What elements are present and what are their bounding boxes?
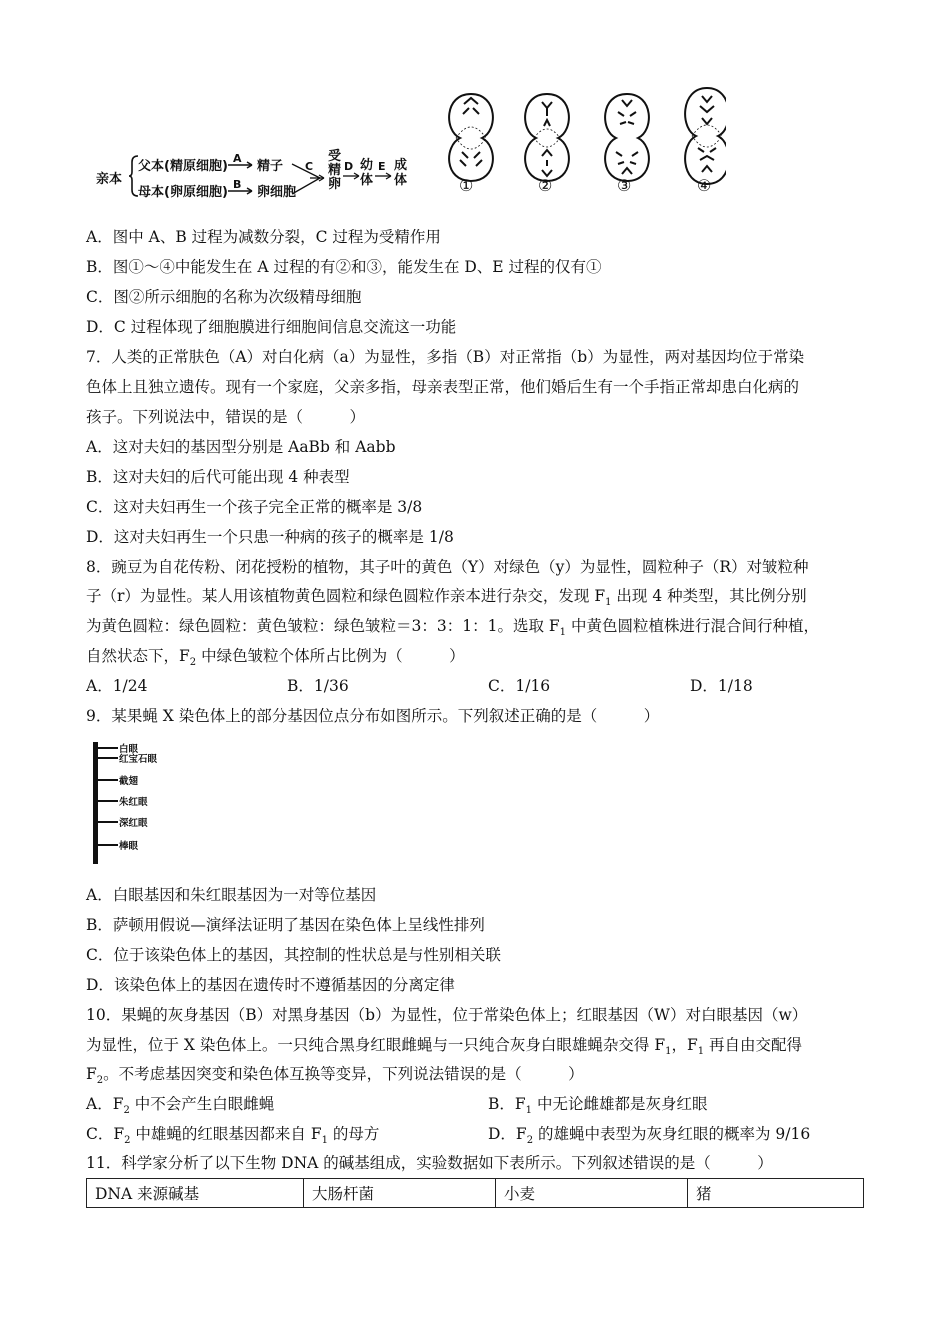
- q6-option-d: D．C 过程体现了细胞膜进行细胞间信息交流这一功能: [86, 318, 457, 336]
- q10-text: 的母方: [328, 1125, 380, 1143]
- subscript: 1: [525, 1105, 533, 1117]
- q7-option-a: A．这对夫妇的基因型分别是 AaBb 和 Aabb: [86, 438, 396, 456]
- q7-option-d: D．这对夫妇再生一个只患一种病的孩子的概率是 1/8: [86, 528, 454, 546]
- zygote-char-3: 卵: [328, 177, 342, 192]
- q6-option-c: C．图②所示细胞的名称为次级精母细胞: [86, 288, 362, 306]
- gene-label-ruby-eye: 红宝石眼: [119, 754, 158, 765]
- q10-option-b: [488, 1094, 708, 1117]
- adult-char-2: 体: [394, 173, 408, 188]
- q6-option-b: B．图①～④中能发生在 A 过程的有②和③，能发生在 D、E 过程的仅有①: [86, 258, 602, 276]
- table-header-cell: 猪: [688, 1179, 864, 1208]
- subscript: 1: [321, 1135, 328, 1147]
- q10-text: 为显性，位于 X 染色体上。一只纯合黑身红眼雌蝇与一只纯合灰身白眼雄蝇杂交得 F: [86, 1036, 666, 1054]
- q10-text: C．F: [86, 1125, 125, 1143]
- cell-1-figure: [449, 94, 493, 181]
- cell-1-label: ①: [459, 176, 474, 195]
- q7-stem-line2: 色体上且独立遗传。现有一个家庭，父亲多指，母亲表型正常，他们婚后生有一个手指正常却患白化病的: [86, 378, 800, 396]
- subscript: 2: [96, 1075, 104, 1087]
- gene-label-cut-wing: 截翅: [119, 776, 139, 787]
- q10-text: ，F: [671, 1036, 698, 1054]
- gene-label-bar-eye: 棒眼: [119, 841, 139, 852]
- q8-stem-line1: 8．豌豆为自花传粉、闭花授粉的植物，其子叶的黄色（Y）对绿色（y）为显性，圆粒种子（R）对皱粒种: [86, 558, 809, 576]
- adult-char-1: 成: [394, 158, 408, 173]
- zygote-label: [328, 150, 342, 192]
- table-header-cell: 小麦: [496, 1179, 688, 1208]
- gene-tick: [98, 821, 118, 823]
- q10-text: 中无论雌雄都是灰身红眼: [532, 1095, 708, 1113]
- parent-label: 亲本: [96, 172, 123, 187]
- gene-tick: [98, 779, 118, 781]
- q8-text: 中绿色皱粒个体所占比例为（ ）: [196, 647, 465, 665]
- q8-option-b: B．1/36: [287, 677, 349, 695]
- gene-label-vermilion-eye: 朱红眼: [119, 797, 148, 808]
- q10-text: 的雄蝇中表型为灰身红眼的概率为 9/16: [533, 1125, 811, 1143]
- q10-text: 中雄蝇的红眼基因都来自 F: [130, 1125, 322, 1143]
- cell-division-figures: [436, 86, 726, 198]
- subscript: 2: [123, 1105, 130, 1117]
- table-header-row: [87, 1179, 864, 1208]
- cell-2-label: ②: [538, 176, 553, 195]
- q10-option-d: [488, 1124, 811, 1147]
- process-a-label: A: [233, 152, 242, 165]
- q7-option-b: B．这对夫妇的后代可能出现 4 种表型: [86, 468, 350, 486]
- sperm-label: 精子: [257, 159, 284, 174]
- q10-text: 。不考虑基因突变和染色体互换等变异，下列说法错误的是（ ）: [103, 1065, 584, 1083]
- q8-text: 子（r）为显性。某人用该植物黄色圆粒和绿色圆粒作亲本进行杂交，发现 F: [86, 587, 606, 605]
- table-header-cell: 大肠杆菌: [304, 1179, 496, 1208]
- ab-arrows: [226, 158, 256, 198]
- q10-stem-line2: [86, 1035, 803, 1058]
- cell-4-figure: [685, 88, 726, 184]
- gene-tick: [98, 844, 118, 846]
- q7-option-c: C．这对夫妇再生一个孩子完全正常的概率是 3/8: [86, 498, 423, 516]
- gene-tick: [98, 800, 118, 802]
- subscript: 1: [665, 1046, 672, 1058]
- q8-option-d: D．1/18: [690, 677, 753, 695]
- q10-text: A．F: [86, 1095, 124, 1113]
- q9-option-a: A．白眼基因和朱红眼基因为一对等位基因: [86, 886, 377, 904]
- cell-3-label: ③: [617, 176, 632, 195]
- subscript: 1: [605, 597, 612, 609]
- subscript: 2: [124, 1135, 131, 1147]
- chromosome-bar: [93, 742, 98, 864]
- adult-label: [394, 158, 408, 188]
- dna-base-table: [86, 1178, 864, 1208]
- q7-stem-line1: 7．人类的正常肤色（A）对白化病（a）为显性，多指（B）对正常指（b）为显性，两对基因均位于常染: [86, 348, 805, 366]
- process-e-label: E: [378, 160, 386, 173]
- q9-option-c: C．位于该染色体上的基因，其控制的性状总是与性别相关联: [86, 946, 501, 964]
- q8-stem-line3: [86, 616, 819, 639]
- larva-char-2: 体: [360, 173, 374, 188]
- q8-text: 自然状态下，F: [86, 647, 190, 665]
- q8-text: 为黄色圆粒：绿色圆粒：黄色皱粒：绿色皱粒＝3：3：1：1。选取 F: [86, 617, 560, 635]
- q6-option-a: A．图中 A、B 过程为减数分裂，C 过程为受精作用: [86, 228, 441, 246]
- gene-tick: [98, 747, 118, 749]
- q9-option-b: B．萨顿用假说—演绎法证明了基因在染色体上呈线性排列: [86, 916, 485, 934]
- e-arrow: [374, 172, 394, 180]
- q9-stem: 9．某果蝇 X 染色体上的部分基因位点分布如图所示。下列叙述正确的是（ ）: [86, 707, 660, 725]
- zygote-char-1: 受: [328, 149, 342, 164]
- subscript: 1: [697, 1046, 705, 1058]
- egg-label: 卵细胞: [257, 185, 297, 200]
- larva-char-1: 幼: [360, 158, 374, 173]
- q8-stem-line2: [86, 586, 807, 609]
- cell-4-label: ④: [697, 176, 712, 195]
- father-label: 父本(精原细胞): [138, 159, 228, 174]
- cell-3-figure: [605, 94, 649, 181]
- x-chromosome-gene-map: [88, 738, 208, 868]
- gene-label-white-eye: 白眼: [119, 744, 139, 755]
- q10-text: F: [86, 1065, 97, 1083]
- process-b-label: B: [233, 178, 242, 191]
- q9-option-d: D．该染色体上的基因在遗传时不遵循基因的分离定律: [86, 976, 455, 994]
- q7-stem-line3: 孩子。下列说法中，错误的是（ ）: [86, 408, 366, 426]
- mother-label: 母本(卵原细胞): [138, 185, 228, 200]
- cell-2-figure: [525, 94, 569, 181]
- q10-option-a: [86, 1094, 275, 1117]
- q10-stem-line1: 10．果蝇的灰身基因（B）对黑身基因（b）为显性，位于常染色体上；红眼基因（W）对白眼基因（w）: [86, 1006, 808, 1024]
- zygote-char-2: 精: [328, 163, 342, 178]
- q10-text: D．F: [488, 1125, 527, 1143]
- larva-label: [360, 158, 374, 188]
- q10-option-c: [86, 1124, 380, 1147]
- q8-option-a: A．1/24: [86, 677, 148, 695]
- subscript: 1: [559, 627, 567, 639]
- subscript: 2: [526, 1135, 534, 1147]
- q10-stem-line3: [86, 1064, 584, 1087]
- q8-option-c: C．1/16: [488, 677, 551, 695]
- d-arrow: [342, 172, 362, 180]
- subscript: 2: [189, 657, 197, 669]
- q10-text: 再自由交配得: [704, 1036, 803, 1054]
- table-header-cell: DNA 来源碱基: [87, 1179, 304, 1208]
- gene-tick: [98, 757, 118, 759]
- q11-stem: 11．科学家分析了以下生物 DNA 的碱基组成，实验数据如下表所示。下列叙述错误的是（ ）: [86, 1154, 773, 1172]
- process-c-label: C: [305, 160, 314, 173]
- q10-text: B．F: [488, 1095, 526, 1113]
- gene-label-dark-red-eye: 深红眼: [119, 818, 148, 829]
- process-d-label: D: [344, 160, 354, 173]
- q10-text: 中不会产生白眼雌蝇: [129, 1095, 275, 1113]
- q8-text: 中黄色圆粒植株进行混合间行种植，: [566, 617, 819, 635]
- q8-text: 出现 4 种类型，其比例分别: [611, 587, 807, 605]
- q8-stem-line4: [86, 646, 465, 669]
